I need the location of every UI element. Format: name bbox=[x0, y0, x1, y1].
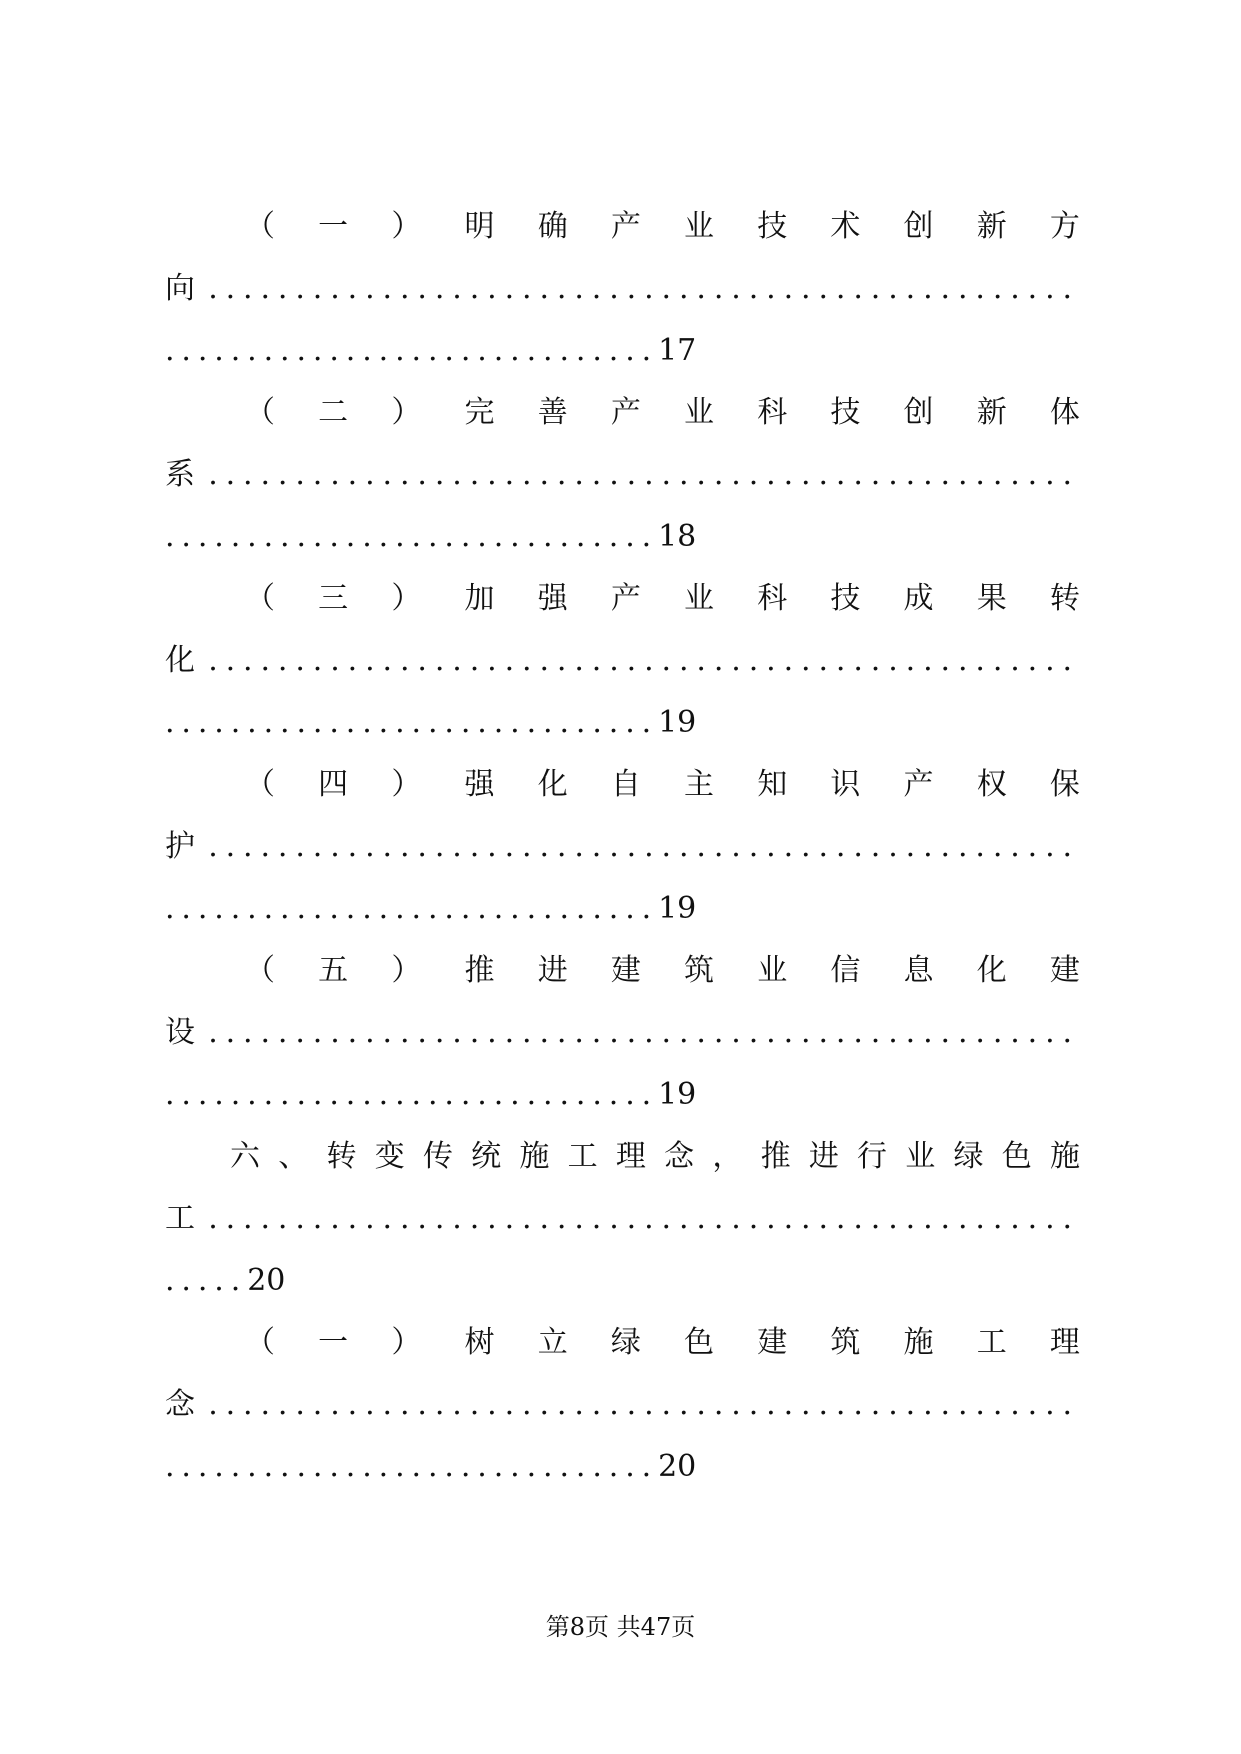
toc-page-number: 19 bbox=[658, 705, 697, 740]
toc-entry-heading bbox=[245, 569, 1080, 629]
toc-entry-page-line bbox=[165, 1437, 696, 1497]
heading-char: ） bbox=[391, 395, 422, 430]
heading-char: 筑 bbox=[830, 1325, 861, 1360]
toc-entry-page-line bbox=[165, 1065, 696, 1125]
toc-entry-page-line bbox=[165, 693, 696, 753]
heading-last-char: 护 bbox=[165, 829, 195, 864]
heading-char: 果 bbox=[976, 581, 1007, 616]
heading-last-char: 化 bbox=[165, 643, 195, 678]
toc-entry-leader-line bbox=[165, 817, 1080, 877]
heading-char: 转 bbox=[326, 1139, 357, 1174]
heading-char: 技 bbox=[830, 581, 861, 616]
dot-leader: .................................................. bbox=[208, 643, 1080, 678]
heading-char: 行 bbox=[857, 1139, 888, 1174]
heading-char: 进 bbox=[537, 953, 568, 988]
page-footer bbox=[0, 1612, 1241, 1642]
heading-char: 施 bbox=[903, 1325, 934, 1360]
heading-char: 信 bbox=[830, 953, 861, 988]
heading-char: 化 bbox=[976, 953, 1007, 988]
heading-char: 理 bbox=[1049, 1325, 1080, 1360]
heading-char: 推 bbox=[464, 953, 495, 988]
heading-char: 保 bbox=[1049, 767, 1080, 802]
heading-char: 新 bbox=[976, 395, 1007, 430]
heading-last-char: 念 bbox=[165, 1387, 195, 1422]
dot-leader: .................................................. bbox=[208, 271, 1080, 306]
heading-char: 色 bbox=[684, 1325, 715, 1360]
toc-entry-heading bbox=[245, 941, 1080, 1001]
heading-char: 强 bbox=[464, 767, 495, 802]
heading-char: 完 bbox=[464, 395, 495, 430]
toc-entry-page-line bbox=[165, 879, 696, 939]
toc-page-number: 18 bbox=[658, 519, 697, 554]
toc-entry-leader-line bbox=[165, 631, 1080, 691]
toc-page-number: 20 bbox=[658, 1449, 697, 1484]
heading-char: 产 bbox=[903, 767, 934, 802]
heading-char: （ bbox=[245, 767, 275, 802]
dot-leader-continuation: .............................. bbox=[165, 891, 659, 926]
heading-char: 统 bbox=[471, 1139, 502, 1174]
heading-char: 业 bbox=[905, 1139, 936, 1174]
dot-leader-continuation: .............................. bbox=[165, 333, 659, 368]
heading-char: 权 bbox=[976, 767, 1007, 802]
heading-char: ） bbox=[391, 581, 422, 616]
heading-last-char: 系 bbox=[165, 457, 195, 492]
dot-leader-continuation: .............................. bbox=[165, 705, 659, 740]
heading-char: 三 bbox=[318, 581, 349, 616]
toc-entry-page-line bbox=[165, 1251, 285, 1311]
heading-char: 推 bbox=[760, 1139, 791, 1174]
heading-char: ， bbox=[712, 1139, 743, 1174]
toc-entry-leader-line bbox=[165, 1375, 1080, 1435]
heading-char: 产 bbox=[610, 209, 641, 244]
heading-char: 一 bbox=[318, 1325, 349, 1360]
heading-last-char: 设 bbox=[165, 1015, 195, 1050]
heading-char: 五 bbox=[318, 953, 349, 988]
heading-last-char: 向 bbox=[165, 271, 195, 306]
toc-page-number: 19 bbox=[658, 1077, 697, 1112]
heading-char: 色 bbox=[1001, 1139, 1032, 1174]
heading-char: 业 bbox=[757, 953, 788, 988]
heading-char: （ bbox=[245, 581, 275, 616]
heading-char: 施 bbox=[1049, 1139, 1080, 1174]
heading-char: 科 bbox=[757, 395, 788, 430]
heading-char: 新 bbox=[976, 209, 1007, 244]
toc-entry-heading bbox=[245, 1313, 1080, 1373]
toc-page-number: 17 bbox=[658, 333, 697, 368]
heading-char: 四 bbox=[318, 767, 349, 802]
heading-char: 产 bbox=[610, 581, 641, 616]
heading-char: 工 bbox=[976, 1325, 1007, 1360]
heading-last-char: 工 bbox=[165, 1201, 195, 1236]
heading-char: 绿 bbox=[953, 1139, 984, 1174]
heading-char: 技 bbox=[757, 209, 788, 244]
heading-char: 确 bbox=[537, 209, 568, 244]
toc-page-number: 20 bbox=[247, 1263, 286, 1298]
heading-char: 成 bbox=[903, 581, 934, 616]
page-number-label: 第8页 共47页 bbox=[545, 1613, 696, 1641]
dot-leader: .................................................. bbox=[208, 1387, 1080, 1422]
heading-char: 绿 bbox=[610, 1325, 641, 1360]
heading-char: 产 bbox=[610, 395, 641, 430]
dot-leader: .................................................. bbox=[208, 457, 1080, 492]
heading-char: 建 bbox=[757, 1325, 788, 1360]
heading-char: 创 bbox=[903, 209, 934, 244]
heading-char: 科 bbox=[757, 581, 788, 616]
heading-char: 加 bbox=[464, 581, 495, 616]
heading-char: ） bbox=[391, 1325, 422, 1360]
toc-entry-leader-line bbox=[165, 1189, 1080, 1249]
heading-char: 筑 bbox=[684, 953, 715, 988]
heading-char: 、 bbox=[278, 1139, 309, 1174]
heading-char: （ bbox=[245, 953, 275, 988]
dot-leader: .................................................. bbox=[208, 1201, 1080, 1236]
heading-char: 立 bbox=[537, 1325, 568, 1360]
heading-char: 业 bbox=[684, 395, 715, 430]
heading-char: ） bbox=[391, 953, 422, 988]
heading-char: 业 bbox=[684, 209, 715, 244]
heading-char: 技 bbox=[830, 395, 861, 430]
heading-char: 施 bbox=[519, 1139, 550, 1174]
heading-char: ） bbox=[391, 209, 422, 244]
toc-entry-leader-line bbox=[165, 1003, 1080, 1063]
heading-char: 建 bbox=[1049, 953, 1080, 988]
dot-leader-continuation: .............................. bbox=[165, 519, 659, 554]
toc-entry-heading bbox=[245, 197, 1080, 257]
heading-char: 识 bbox=[830, 767, 861, 802]
heading-char: 体 bbox=[1049, 395, 1080, 430]
heading-char: 创 bbox=[903, 395, 934, 430]
heading-char: （ bbox=[245, 209, 275, 244]
heading-char: 工 bbox=[567, 1139, 598, 1174]
heading-char: 化 bbox=[537, 767, 568, 802]
heading-char: 念 bbox=[664, 1139, 695, 1174]
heading-char: 变 bbox=[374, 1139, 405, 1174]
heading-char: 转 bbox=[1049, 581, 1080, 616]
heading-char: 六 bbox=[230, 1139, 260, 1174]
heading-char: 进 bbox=[808, 1139, 839, 1174]
heading-char: 明 bbox=[464, 209, 495, 244]
heading-char: 强 bbox=[537, 581, 568, 616]
toc-entry-leader-line bbox=[165, 259, 1080, 319]
heading-char: 主 bbox=[684, 767, 715, 802]
heading-char: 传 bbox=[422, 1139, 453, 1174]
toc-entry-page-line bbox=[165, 507, 696, 567]
heading-char: 理 bbox=[615, 1139, 646, 1174]
dot-leader: .................................................. bbox=[208, 1015, 1080, 1050]
toc-entry-leader-line bbox=[165, 445, 1080, 505]
heading-char: 建 bbox=[610, 953, 641, 988]
heading-char: 善 bbox=[537, 395, 568, 430]
toc-entry-heading bbox=[230, 1127, 1080, 1187]
heading-char: 息 bbox=[903, 953, 934, 988]
heading-char: 术 bbox=[830, 209, 861, 244]
toc-entry-heading bbox=[245, 383, 1080, 443]
heading-char: ） bbox=[391, 767, 422, 802]
toc-entry-heading bbox=[245, 755, 1080, 815]
heading-char: 树 bbox=[464, 1325, 495, 1360]
dot-leader: .................................................. bbox=[208, 829, 1080, 864]
dot-leader-continuation: ..... bbox=[165, 1263, 248, 1298]
toc-entry-page-line bbox=[165, 321, 696, 381]
dot-leader-continuation: .............................. bbox=[165, 1077, 659, 1112]
dot-leader-continuation: .............................. bbox=[165, 1449, 659, 1484]
toc-page-number: 19 bbox=[658, 891, 697, 926]
heading-char: 业 bbox=[684, 581, 715, 616]
heading-char: 方 bbox=[1049, 209, 1080, 244]
heading-char: 自 bbox=[610, 767, 641, 802]
heading-char: 一 bbox=[318, 209, 349, 244]
heading-char: 知 bbox=[757, 767, 788, 802]
heading-char: （ bbox=[245, 1325, 275, 1360]
heading-char: 二 bbox=[318, 395, 349, 430]
heading-char: （ bbox=[245, 395, 275, 430]
